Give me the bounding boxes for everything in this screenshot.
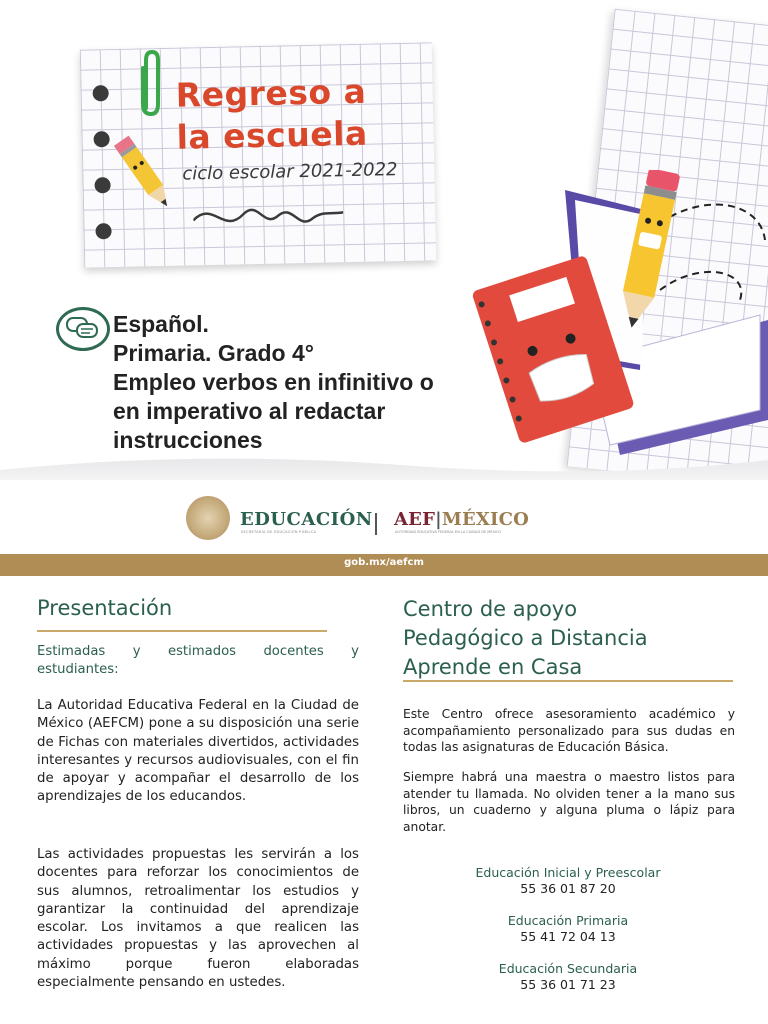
chat-bubbles-icon [56, 307, 110, 351]
grade-line: Primaria. Grado 4° [113, 340, 314, 366]
pencil-mascot-icon [112, 128, 182, 220]
wave-divider [0, 440, 768, 480]
support-title-line: Centro de apoyo [403, 597, 578, 621]
binder-hole [95, 223, 111, 239]
aef-logo-part: AEF [394, 509, 436, 530]
subject-heading [113, 310, 473, 455]
title-underline [37, 630, 327, 632]
contact-label: Educación Secundaria [498, 961, 638, 976]
subject-line: Español. [113, 311, 209, 337]
school-supplies-illustration [470, 170, 768, 470]
hero-title-line2: la escuela [176, 113, 369, 157]
school-cycle: ciclo escolar 2021-2022 [182, 159, 398, 185]
support-title-line: Pedagógico a Distancia [403, 626, 648, 650]
binder-hole [94, 177, 110, 193]
topic-line: Empleo verbos en infinitivo o [113, 369, 434, 395]
topic-line: instrucciones [113, 427, 263, 453]
title-underline [403, 680, 733, 682]
contact-label: Educación Primaria [507, 913, 629, 928]
contact-phone[interactable]: 55 36 01 87 20 [520, 881, 616, 896]
binder-hole [93, 131, 109, 147]
support-center-title [403, 595, 743, 682]
topic-line: en imperativo al redactar [113, 398, 386, 424]
education-logo-subtext: SECRETARÍA DE EDUCACIÓN PÚBLICA [241, 530, 317, 534]
support-paragraph-2: Siempre habrá una maestra o maestro listos para atender tu llamada. No olviden tener a la mano sus libros, un cuaderno y alguna pluma o lápiz para anotar. [403, 770, 735, 834]
mexico-seal-icon [186, 496, 230, 540]
aef-logo-subtext: AUTORIDAD EDUCATIVA FEDERAL EN LA CIUDAD DE MÉXICO [395, 530, 502, 534]
logo-separator [375, 513, 377, 535]
paperclip-icon [138, 48, 164, 120]
support-title-line: Aprende en Casa [403, 655, 583, 679]
education-logo-text: EDUCACIÓN [240, 509, 373, 530]
contact-phone[interactable]: 55 36 01 71 23 [520, 977, 616, 992]
binder-hole [93, 85, 109, 101]
presentation-paragraph-2: Las actividades propuestas les servirán a los docentes para reforzar los conocimientos de sus alumnos, retroalimentar los estudios y garantizar la continuidad del aprendizaje escolar. Los invitamos a que realicen las actividades propuestas y las aprovechen al máximo porque fueron elaboradas especialmente pensando en ustedes. [37, 847, 359, 991]
greeting-line2: estudiantes: [37, 662, 119, 677]
hero-banner [0, 0, 768, 480]
aef-logo-text [394, 509, 529, 530]
greeting-line1: Estimadas y estimados docentes y [37, 644, 359, 659]
support-paragraph-1: Este Centro ofrece asesoramiento académico y acompañamiento personalizado para sus dudas en todas las asignaturas de Educación Básica. [403, 707, 735, 754]
website-link[interactable]: gob.mx/aefcm [344, 557, 424, 568]
squiggle-decoration [193, 192, 344, 235]
contact-phone[interactable]: 55 41 72 04 13 [520, 929, 616, 944]
logo-band [0, 480, 768, 554]
contact-label: Educación Inicial y Preescolar [475, 865, 661, 880]
mexico-logo-part: MÉXICO [441, 509, 530, 530]
presentation-title: Presentación [37, 596, 173, 620]
presentation-paragraph-1: La Autoridad Educativa Federal en la Ciudad de México (AEFCM) pone a su disposición una serie de Fichas con materiales divertidos, actividades interesantes y recursos audiovisuales, con el fin de apoyar y acompañar el desarrollo de los aprendizajes de los educandos. [37, 698, 359, 805]
hero-title-line1: Regreso a [175, 71, 367, 115]
logo-pipe: | [435, 509, 442, 530]
